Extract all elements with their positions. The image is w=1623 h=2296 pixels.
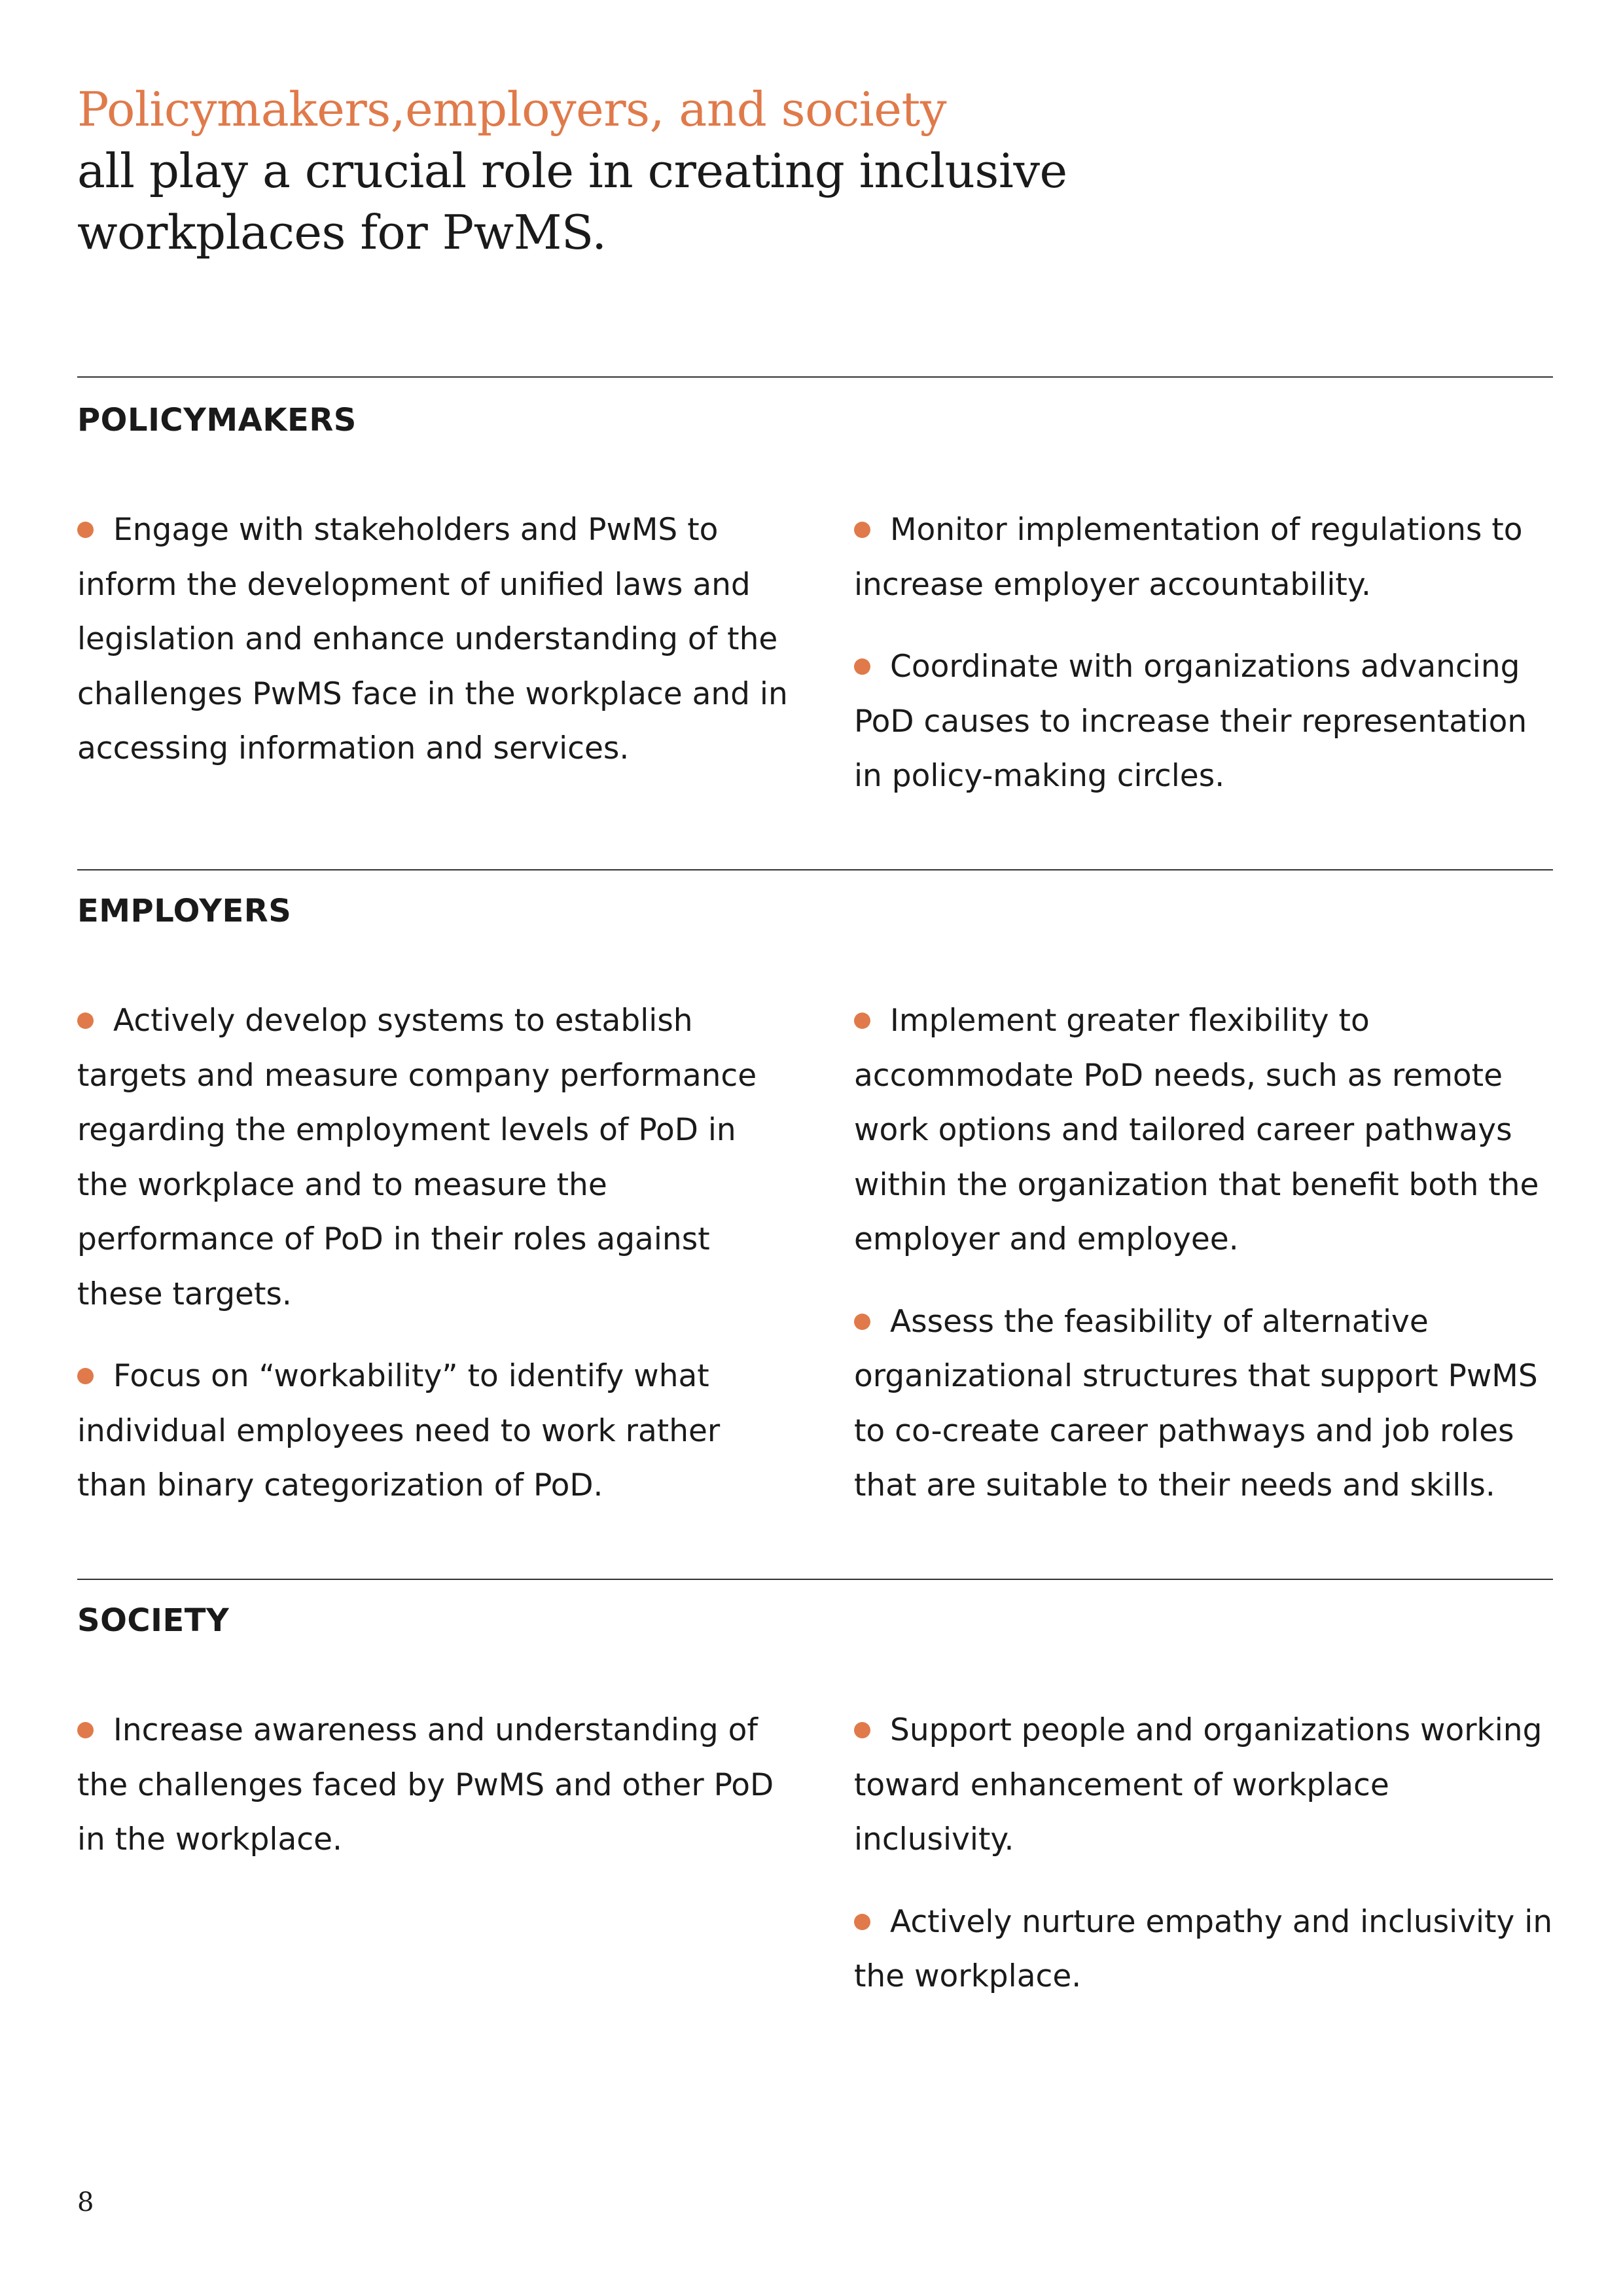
society-bullet — [77, 1703, 794, 1867]
society-left-column — [77, 1703, 794, 1867]
policymakers-bullet — [77, 503, 794, 776]
orange-dot-icon — [854, 1722, 870, 1738]
bullet-text: Increase awareness and understanding of the challenges faced by PwMS and other PoD in the workplace. — [77, 1712, 774, 1857]
policymakers-bullet — [854, 639, 1558, 804]
section-label-policymakers: POLICYMAKERS — [77, 402, 357, 439]
orange-dot-icon — [854, 1314, 870, 1330]
bullet-text: Monitor implementation of regulations to increase employer accountability. — [854, 512, 1523, 603]
bullet-text: Coordinate with organizations advancing PoD causes to increase their representation in policy-making circles. — [854, 649, 1527, 794]
employers-bullet — [854, 994, 1558, 1267]
orange-dot-icon — [77, 522, 94, 538]
section-divider — [77, 869, 1553, 870]
society-right-column — [854, 1703, 1558, 2004]
page-number: 8 — [77, 2187, 94, 2217]
headline-accent: Policymakers,employers, and society — [77, 82, 947, 137]
bullet-text: Actively nurture empathy and inclusivity in the workplace. — [854, 1903, 1553, 1994]
society-bullet — [854, 1703, 1558, 1867]
section-label-society: SOCIETY — [77, 1602, 230, 1639]
section-divider — [77, 376, 1553, 378]
orange-dot-icon — [77, 1722, 94, 1738]
bullet-text: Focus on “workability” to identify what individual employees need to work rather than binary categorization of PoD. — [77, 1358, 721, 1503]
orange-dot-icon — [854, 1013, 870, 1029]
section-divider — [77, 1579, 1553, 1580]
society-bullet — [854, 1895, 1558, 2004]
headline-rest: all play a crucial role in creating inclusive workplaces for PwMS. — [77, 143, 1067, 260]
employers-bullet — [77, 1349, 794, 1513]
policymakers-right-column — [854, 503, 1558, 804]
bullet-text: Assess the feasibility of alternative organizational structures that support PwMS to co-create career pathways and job roles that are suitable to their needs and skills. — [854, 1303, 1538, 1503]
orange-dot-icon — [854, 1914, 870, 1930]
section-label-employers: EMPLOYERS — [77, 893, 292, 929]
employers-bullet — [854, 1295, 1558, 1513]
policymakers-bullet — [854, 503, 1558, 612]
bullet-text: Implement greater flexibility to accommodate PoD needs, such as remote work options and tailored career pathways within the organization that benefit both the employer and employee. — [854, 1003, 1539, 1257]
employers-bullet — [77, 994, 794, 1321]
bullet-text: Engage with stakeholders and PwMS to inform the development of unified laws and legislation and enhance understanding of the challenges PwMS face in the workplace and in accessing information and services. — [77, 512, 788, 766]
orange-dot-icon — [77, 1368, 94, 1384]
employers-left-column — [77, 994, 794, 1513]
employers-right-column — [854, 994, 1558, 1513]
bullet-text: Support people and organizations working toward enhancement of workplace inclusivity. — [854, 1712, 1543, 1857]
orange-dot-icon — [77, 1013, 94, 1029]
orange-dot-icon — [854, 522, 870, 538]
page-headline — [77, 79, 1190, 263]
bullet-text: Actively develop systems to establish targets and measure company performance regarding the employment levels of PoD in the workplace and to measure the performance of PoD in their roles against these targets. — [77, 1003, 757, 1312]
orange-dot-icon — [854, 658, 870, 675]
policymakers-left-column — [77, 503, 794, 776]
